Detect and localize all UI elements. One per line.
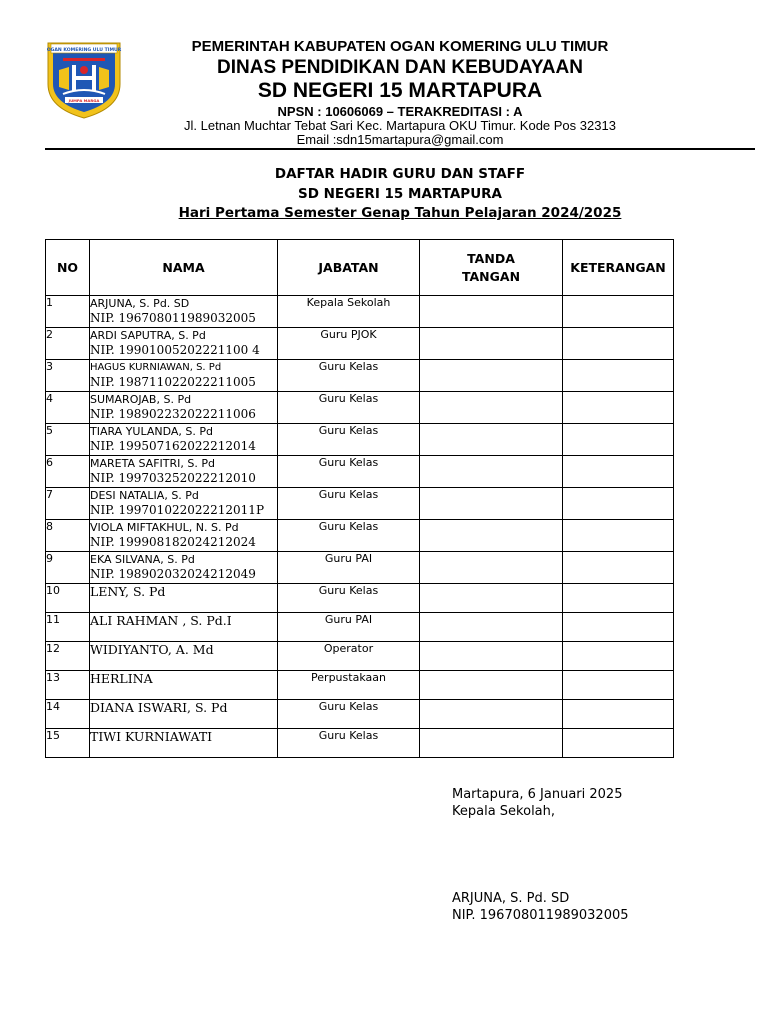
row-signature-cell[interactable]: [420, 584, 563, 613]
row-jabatan: Guru Kelas: [278, 392, 420, 424]
row-no: 7: [46, 488, 90, 520]
row-signature-cell[interactable]: [420, 729, 563, 758]
row-nip: NIP. 199701022022212011P: [90, 503, 265, 517]
row-remarks-cell[interactable]: [563, 700, 674, 729]
row-remarks-cell[interactable]: [563, 456, 674, 488]
row-no: 15: [46, 729, 90, 758]
row-jabatan: Operator: [278, 642, 420, 671]
row-no: 14: [46, 700, 90, 729]
row-nip: NIP. 199908182024212024: [90, 535, 256, 549]
row-signature-cell[interactable]: [420, 520, 563, 552]
agency-name: DINAS PENDIDIKAN DAN KEBUDAYAAN: [217, 57, 583, 78]
row-nama: [90, 360, 278, 392]
header-keterangan: KETERANGAN: [563, 240, 674, 296]
table-row: [46, 729, 674, 758]
row-jabatan: Guru Kelas: [278, 424, 420, 456]
row-signature-cell[interactable]: [420, 700, 563, 729]
row-nama: [90, 552, 278, 584]
row-remarks-cell[interactable]: [563, 392, 674, 424]
row-remarks-cell[interactable]: [563, 729, 674, 758]
row-jabatan: Guru Kelas: [278, 488, 420, 520]
row-signature-cell[interactable]: [420, 671, 563, 700]
row-no: 3: [46, 360, 90, 392]
table-row: [46, 671, 674, 700]
row-nama: [90, 488, 278, 520]
row-nip: NIP. 198711022022211005: [90, 375, 256, 389]
table-row: [46, 552, 674, 584]
row-signature-cell[interactable]: [420, 296, 563, 328]
row-name: WIDIYANTO, A. Md: [90, 642, 214, 657]
row-no: 9: [46, 552, 90, 584]
row-remarks-cell[interactable]: [563, 613, 674, 642]
table-row: [46, 584, 674, 613]
row-no: 1: [46, 296, 90, 328]
header-tanda-tangan: [420, 240, 563, 296]
row-nip: NIP. 196708011989032005: [90, 311, 256, 325]
table-row: [46, 700, 674, 729]
row-name: TIARA YULANDA, S. Pd: [90, 425, 213, 438]
row-nama: [90, 328, 278, 360]
row-nip: NIP. 198902032024212049: [90, 567, 256, 581]
header-tanda: TANDA: [467, 250, 515, 266]
row-name: DIANA ISWARI, S. Pd: [90, 700, 228, 715]
row-jabatan: Guru Kelas: [278, 584, 420, 613]
row-nip: NIP. 19901005202221100 4: [90, 343, 260, 357]
header-no: NO: [46, 240, 90, 296]
header-jabatan: JABATAN: [278, 240, 420, 296]
row-remarks-cell[interactable]: [563, 671, 674, 700]
row-remarks-cell[interactable]: [563, 520, 674, 552]
row-name: VIOLA MIFTAKHUL, N. S. Pd: [90, 521, 239, 534]
row-jabatan: Guru Kelas: [278, 456, 420, 488]
row-signature-cell[interactable]: [420, 552, 563, 584]
signature-nip: NIP. 196708011989032005: [452, 908, 629, 923]
row-name: HAGUS KURNIAWAN, S. Pd: [90, 362, 222, 373]
doc-period: Hari Pertama Semester Genap Tahun Pelajaran 2024/2025: [178, 205, 622, 221]
signature-place-date: Martapura, 6 Januari 2025: [452, 787, 623, 802]
row-remarks-cell[interactable]: [563, 642, 674, 671]
header-nama: NAMA: [90, 240, 278, 296]
row-nama: [90, 296, 278, 328]
row-signature-cell[interactable]: [420, 642, 563, 671]
row-no: 13: [46, 671, 90, 700]
row-name: ARDI SAPUTRA, S. Pd: [90, 329, 206, 342]
row-jabatan: Guru PAI: [278, 613, 420, 642]
row-no: 12: [46, 642, 90, 671]
table-row: [46, 613, 674, 642]
row-name: TIWI KURNIAWATI: [90, 729, 213, 744]
row-no: 2: [46, 328, 90, 360]
row-nip: NIP. 198902232022211006: [90, 407, 256, 421]
row-nama: [90, 613, 278, 642]
row-remarks-cell[interactable]: [563, 360, 674, 392]
row-no: 5: [46, 424, 90, 456]
row-signature-cell[interactable]: [420, 613, 563, 642]
table-row: [46, 456, 674, 488]
row-nama: [90, 700, 278, 729]
row-signature-cell[interactable]: [420, 328, 563, 360]
row-nama: [90, 456, 278, 488]
table-row: [46, 520, 674, 552]
table-row: [46, 360, 674, 392]
row-signature-cell[interactable]: [420, 488, 563, 520]
table-row: [46, 642, 674, 671]
row-jabatan: Perpustakaan: [278, 671, 420, 700]
row-signature-cell[interactable]: [420, 360, 563, 392]
row-nip: NIP. 199703252022212010: [90, 471, 256, 485]
row-nama: [90, 642, 278, 671]
row-remarks-cell[interactable]: [563, 584, 674, 613]
row-nama: [90, 424, 278, 456]
table-row: [46, 424, 674, 456]
school-district-logo: [45, 40, 123, 120]
row-no: 6: [46, 456, 90, 488]
table-header: [46, 240, 674, 296]
row-remarks-cell[interactable]: [563, 552, 674, 584]
row-nama: [90, 584, 278, 613]
row-remarks-cell[interactable]: [563, 424, 674, 456]
row-jabatan: Guru Kelas: [278, 360, 420, 392]
row-nama: [90, 392, 278, 424]
row-name: LENY, S. Pd: [90, 584, 166, 599]
npsn-accreditation: NPSN : 10606069 – TERAKREDITASI : A: [277, 104, 523, 119]
table-row: [46, 488, 674, 520]
signature-name: ARJUNA, S. Pd. SD: [452, 891, 570, 906]
row-signature-cell[interactable]: [420, 392, 563, 424]
letterhead-divider: [45, 148, 755, 150]
row-jabatan: Guru PJOK: [278, 328, 420, 360]
row-nama: [90, 729, 278, 758]
row-nip: NIP. 199507162022212014: [90, 439, 256, 453]
row-name: SUMAROJAB, S. Pd: [90, 393, 192, 406]
row-no: 4: [46, 392, 90, 424]
row-name: EKA SILVANA, S. Pd: [90, 553, 195, 566]
row-signature-cell[interactable]: [420, 424, 563, 456]
row-name: MARETA SAFITRI, S. Pd: [90, 457, 215, 470]
row-no: 8: [46, 520, 90, 552]
doc-title: DAFTAR HADIR GURU DAN STAFF: [274, 166, 526, 182]
gov-name: PEMERINTAH KABUPATEN OGAN KOMERING ULU TIMUR: [191, 38, 609, 55]
header-tangan: TANGAN: [461, 268, 521, 284]
row-remarks-cell[interactable]: [563, 488, 674, 520]
signature-role: Kepala Sekolah,: [452, 804, 556, 819]
school-name: SD NEGERI 15 MARTAPURA: [257, 79, 543, 102]
school-address: Jl. Letnan Muchtar Tebat Sari Kec. Martapura OKU Timur. Kode Pos 32313: [184, 118, 616, 133]
school-email: Email :sdn15martapura@gmail.com: [296, 132, 504, 147]
row-name: ARJUNA, S. Pd. SD: [90, 297, 190, 310]
table-row: [46, 328, 674, 360]
logo-banner: JUMPA MARGA: [68, 98, 100, 103]
row-name: HERLINA: [90, 671, 153, 686]
doc-subtitle: SD NEGERI 15 MARTAPURA: [297, 186, 503, 202]
row-remarks-cell[interactable]: [563, 296, 674, 328]
table-row: [46, 392, 674, 424]
row-name: ALI RAHMAN , S. Pd.I: [90, 613, 232, 628]
row-name: DESI NATALIA, S. Pd: [90, 489, 199, 502]
row-jabatan: Guru Kelas: [278, 729, 420, 758]
row-nama: [90, 671, 278, 700]
row-jabatan: Guru PAI: [278, 552, 420, 584]
logo-text: OGAN KOMERING ULU TIMUR: [46, 48, 122, 53]
row-jabatan: Kepala Sekolah: [278, 296, 420, 328]
table-row: [46, 296, 674, 328]
row-no: 10: [46, 584, 90, 613]
attendance-table: [45, 239, 674, 758]
row-remarks-cell[interactable]: [563, 328, 674, 360]
row-jabatan: Guru Kelas: [278, 700, 420, 729]
row-nama: [90, 520, 278, 552]
row-no: 11: [46, 613, 90, 642]
row-signature-cell[interactable]: [420, 456, 563, 488]
row-jabatan: Guru Kelas: [278, 520, 420, 552]
